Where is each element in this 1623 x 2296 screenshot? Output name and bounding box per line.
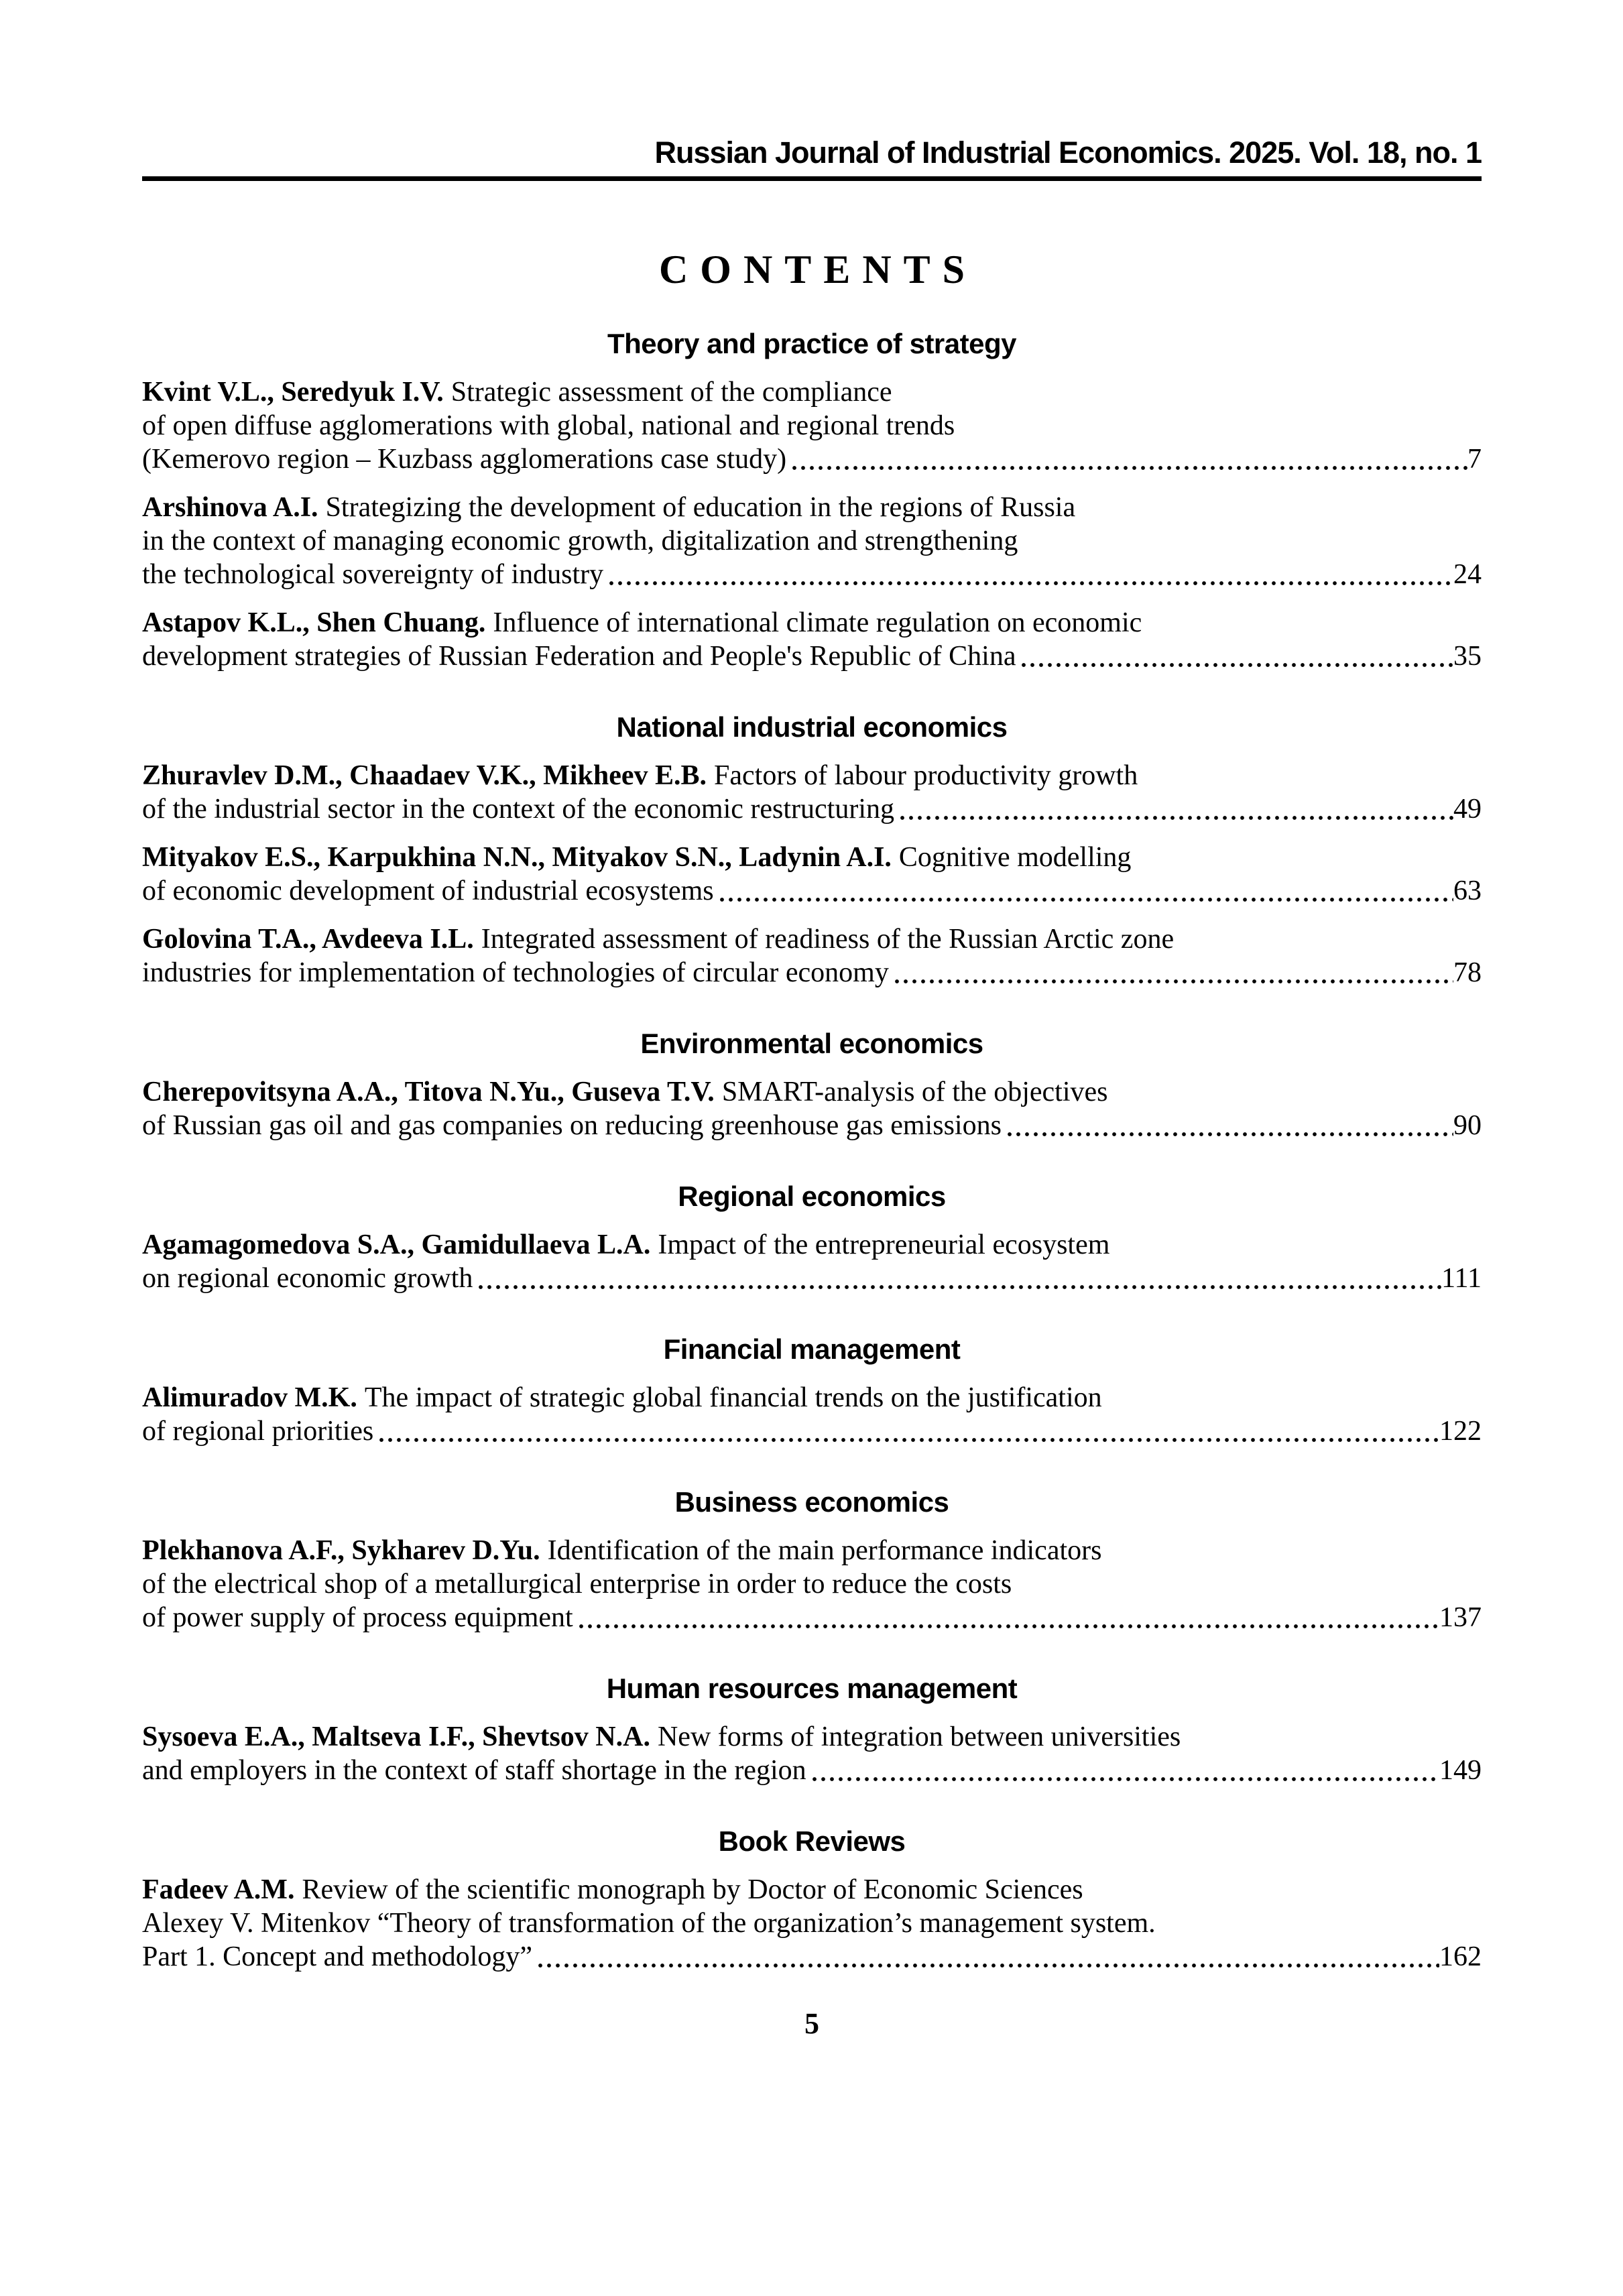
dot-leader (1008, 1132, 1453, 1136)
entry-last-text: development strategies of Russian Federation and People's Republic of China (142, 641, 1016, 672)
journal-title: Russian Journal of Industrial Economics. 2025. Vol. 18, no. 1 (654, 135, 1482, 170)
dot-leader (479, 1285, 1441, 1289)
entry-last-line (142, 1754, 1482, 1787)
entry-first-line (142, 922, 1482, 956)
dot-leader (1022, 663, 1453, 667)
entry-first-line (142, 759, 1482, 792)
section-heading: Financial management (663, 1333, 961, 1365)
toc-section (142, 1672, 1482, 1787)
entry-title-text: Factors of labour productivity growth (714, 760, 1138, 791)
toc-entry (142, 375, 1482, 476)
toc-section (142, 1027, 1482, 1142)
entry-title-text: Strategic assessment of the compliance (450, 377, 892, 408)
dot-leader (538, 1963, 1439, 1968)
toc-entry (142, 1873, 1482, 1974)
entry-page-number: 122 (1439, 1416, 1482, 1447)
entry-first-line (142, 1228, 1482, 1262)
section-heading: Regional economics (678, 1181, 946, 1212)
entry-title-text: Cognitive modelling (898, 842, 1132, 873)
entry-page-number: 63 (1453, 875, 1482, 906)
entry-last-text: of economic development of industrial ecosystems (142, 875, 714, 906)
entry-first-line (142, 1075, 1482, 1109)
entry-title-text: Identification of the main performance indicators (547, 1535, 1102, 1566)
entry-first-line (142, 491, 1482, 524)
entry-page-number: 137 (1439, 1602, 1482, 1633)
entry-title-text: Review of the scientific monograph by Doctor of Economic Sciences (302, 1874, 1083, 1905)
entry-title-text: Influence of international climate regulation on economic (493, 607, 1142, 638)
entry-title-text: New forms of integration between universities (657, 1721, 1181, 1752)
entry-page-number: 24 (1453, 559, 1482, 590)
entry-authors: Plekhanova A.F., Sykharev D.Yu. (142, 1535, 540, 1566)
dot-leader (792, 466, 1467, 470)
entry-last-line (142, 874, 1482, 908)
entry-page-number: 90 (1453, 1110, 1482, 1141)
entry-line: in the context of managing economic growth, digitalization and strengthening (142, 526, 1018, 556)
page-number: 5 (804, 2007, 819, 2040)
toc-entry (142, 759, 1482, 826)
entry-last-line (142, 1109, 1482, 1142)
entry-title-text: Integrated assessment of readiness of the Russian Arctic zone (481, 924, 1175, 955)
toc-entry (142, 606, 1482, 673)
entry-authors: Arshinova A.I. (142, 492, 318, 523)
entry-authors: Kvint V.L., Seredyuk I.V. (142, 377, 444, 408)
section-heading: National industrial economics (616, 711, 1008, 743)
toc-entry (142, 1381, 1482, 1448)
section-heading: Business economics (674, 1486, 949, 1518)
entry-authors: Zhuravlev D.M., Chaadaev V.K., Mikheev E.B. (142, 760, 707, 791)
toc-entry (142, 1228, 1482, 1295)
entry-last-text: Part 1. Concept and methodology” (142, 1941, 533, 1972)
entry-authors: Fadeev A.M. (142, 1874, 295, 1905)
entry-last-text: the technological sovereignty of industry (142, 559, 604, 590)
entry-last-text: on regional economic growth (142, 1263, 473, 1294)
entry-last-line (142, 558, 1482, 591)
toc-body (142, 327, 1482, 1974)
page-header (142, 0, 1482, 181)
toc-entry (142, 1534, 1482, 1634)
entry-authors: Cherepovitsyna A.A., Titova N.Yu., Guseva T.V. (142, 1077, 715, 1107)
toc-section (142, 1825, 1482, 1974)
entry-last-line (142, 956, 1482, 989)
toc-section (142, 1180, 1482, 1295)
entry-last-text: of power supply of process equipment (142, 1602, 573, 1633)
entry-page-number: 35 (1453, 641, 1482, 672)
entry-last-line (142, 1262, 1482, 1295)
entry-first-line (142, 1534, 1482, 1567)
entry-last-line (142, 792, 1482, 826)
entry-last-text: of regional priorities (142, 1416, 374, 1447)
entry-authors: Alimuradov M.K. (142, 1382, 357, 1413)
entry-page-number: 162 (1439, 1941, 1482, 1972)
entry-last-text: of the industrial sector in the context of the economic restructuring (142, 794, 894, 825)
entry-first-line (142, 375, 1482, 409)
toc-section (142, 1333, 1482, 1448)
toc-entry (142, 491, 1482, 591)
entry-first-line (142, 841, 1482, 874)
entry-page-number: 7 (1467, 444, 1482, 475)
entry-last-line (142, 1414, 1482, 1448)
toc-entry (142, 841, 1482, 908)
entry-last-text: and employers in the context of staff shortage in the region (142, 1755, 806, 1786)
entry-title-text: The impact of strategic global financial trends on the justification (364, 1382, 1102, 1413)
dot-leader (609, 581, 1453, 585)
entry-line: Alexey V. Mitenkov “Theory of transformation of the organization’s management system. (142, 1908, 1156, 1939)
entry-first-line (142, 606, 1482, 640)
entry-first-line (142, 1381, 1482, 1414)
entry-authors: Astapov K.L., Shen Chuang. (142, 607, 486, 638)
section-heading: Theory and practice of strategy (607, 328, 1016, 359)
toc-section (142, 327, 1482, 673)
entry-authors: Agamagomedova S.A., Gamidullaeva L.A. (142, 1229, 651, 1260)
entry-authors: Mityakov E.S., Karpukhina N.N., Mityakov S.N., Ladynin A.I. (142, 842, 892, 873)
entry-last-line (142, 640, 1482, 673)
entry-authors: Golovina T.A., Avdeeva I.L. (142, 924, 474, 955)
dot-leader (900, 816, 1453, 820)
toc-entry (142, 922, 1482, 989)
section-heading: Environmental economics (640, 1028, 983, 1059)
entry-title-text: Impact of the entrepreneurial ecosystem (658, 1229, 1110, 1260)
entry-last-line (142, 442, 1482, 476)
contents-title: CONTENTS (658, 247, 977, 292)
entry-line: of the electrical shop of a metallurgical enterprise in order to reduce the costs (142, 1569, 1012, 1599)
section-heading: Book Reviews (718, 1825, 906, 1857)
entry-title-text: SMART-analysis of the objectives (721, 1077, 1108, 1107)
entry-title-text: Strategizing the development of education in the regions of Russia (325, 492, 1076, 523)
page-footer (142, 2007, 1482, 2041)
entry-last-text: of Russian gas oil and gas companies on reducing greenhouse gas emissions (142, 1110, 1002, 1141)
dot-leader (813, 1777, 1439, 1781)
entry-first-line (142, 1720, 1482, 1754)
toc-entry (142, 1075, 1482, 1142)
entry-page-number: 78 (1453, 957, 1482, 988)
dot-leader (895, 979, 1453, 983)
toc-entry (142, 1720, 1482, 1787)
section-heading: Human resources management (606, 1673, 1018, 1704)
entry-page-number: 149 (1439, 1755, 1482, 1786)
entry-page-number: 49 (1453, 794, 1482, 825)
toc-section (142, 711, 1482, 989)
dot-leader (379, 1438, 1439, 1442)
entry-first-line (142, 1873, 1482, 1907)
dot-leader (579, 1624, 1439, 1628)
entry-last-line (142, 1601, 1482, 1634)
entry-last-text: (Kemerovo region – Kuzbass agglomerations case study) (142, 444, 787, 475)
toc-section (142, 1486, 1482, 1634)
entry-authors: Sysoeva E.A., Maltseva I.F., Shevtsov N.A. (142, 1721, 650, 1752)
entry-line: of open diffuse agglomerations with global, national and regional trends (142, 410, 955, 441)
header-rule (142, 176, 1482, 181)
dot-leader (720, 898, 1453, 902)
entry-last-line (142, 1940, 1482, 1974)
entry-last-text: industries for implementation of technologies of circular economy (142, 957, 889, 988)
entry-page-number: 111 (1441, 1263, 1482, 1294)
